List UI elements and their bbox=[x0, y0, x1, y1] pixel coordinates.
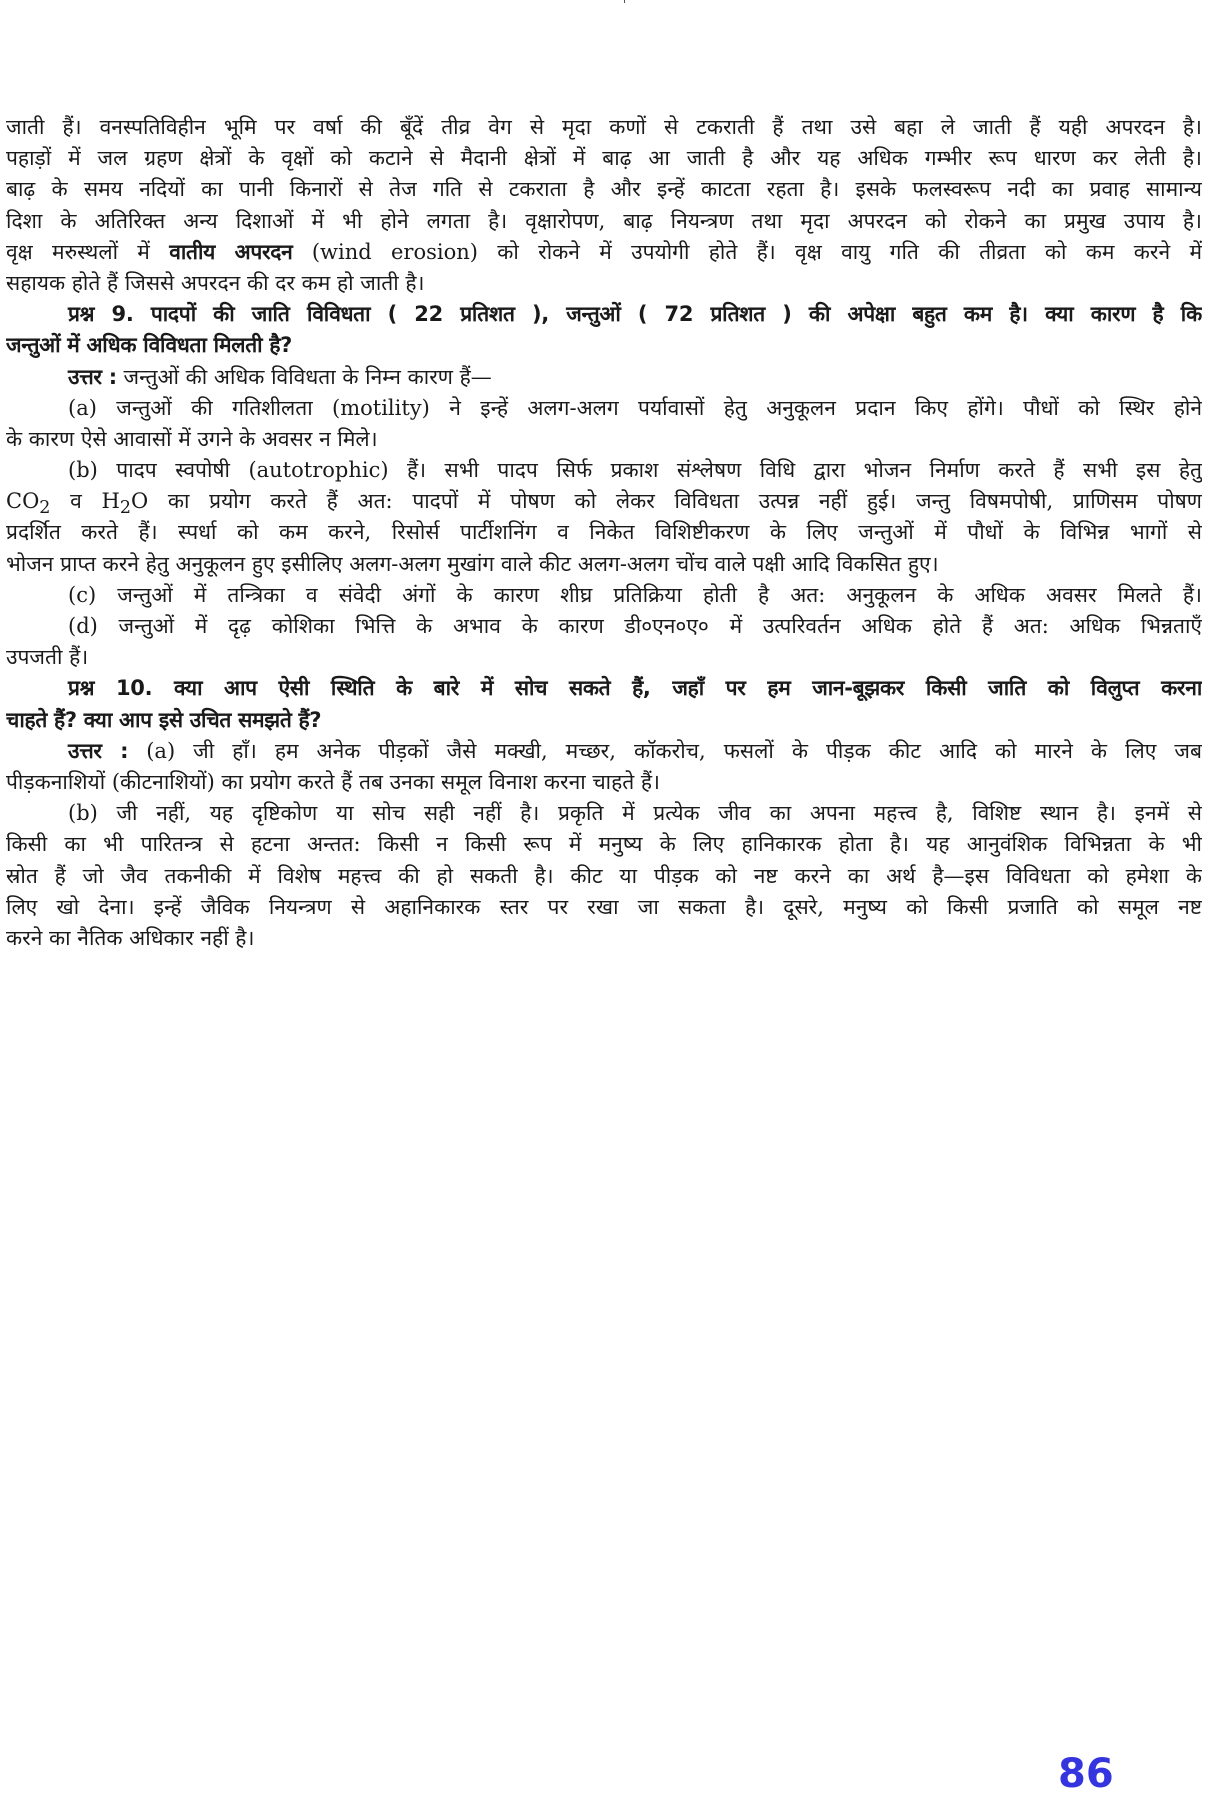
answer-point-a bbox=[6, 393, 1202, 455]
question-10 bbox=[6, 673, 1202, 954]
question-9 bbox=[6, 299, 1202, 673]
scan-mark bbox=[624, 0, 625, 3]
text-line: लिए खो देना। इन्हें जैविक नियन्त्रण से अहानिकारक स्तर पर रखा जा सकता है। दूसरे, मनुष्य को किसी प्रजाति को समूल नष्ट bbox=[6, 894, 1202, 919]
answer-label: उत्तर : bbox=[68, 364, 117, 389]
text-line: उपजती हैं। bbox=[6, 645, 89, 670]
subscript: 2 bbox=[119, 498, 131, 518]
question-text-line: जन्तुओं में अधिक विविधता मिलती है? bbox=[6, 333, 293, 358]
answer-point-b bbox=[6, 798, 1202, 954]
page-number: 86 bbox=[1058, 1751, 1114, 1797]
text-line bbox=[6, 486, 1202, 517]
answer-point-a bbox=[6, 736, 1202, 798]
text-line: (b) जी नहीं, यह दृष्टिकोण या सोच सही नहीं है। प्रकृति में प्रत्येक जीव का अपना महत्त्व है, विशिष्ट स्थान है। इनमें से bbox=[68, 801, 1202, 826]
text-line: सहायक होते हैं जिससे अपरदन की दर कम हो जाती है। bbox=[6, 270, 425, 295]
answer-point-c bbox=[6, 580, 1202, 611]
text-line: प्रदर्शित करते हैं। स्पर्धा को कम करने, रिसोर्स पार्टीशनिंग व निकेत विशिष्टीकरण के लिए जन्तुओं में पौधों के विभिन्न भागों से bbox=[6, 520, 1202, 545]
text-line: (a) जन्तुओं की गतिशीलता (motility) ने इन्हें अलग-अलग पर्यावासों हेतु अनुकूलन प्रदान किए होंगे। पौधों को स्थिर होने bbox=[68, 395, 1202, 420]
answer-intro bbox=[6, 362, 1202, 393]
question-text-line: चाहते हैं? क्या आप इसे उचित समझते हैं? bbox=[6, 707, 322, 732]
text-line bbox=[6, 736, 1202, 767]
answer-point-b bbox=[6, 455, 1202, 580]
text-line: बाढ़ के समय नदियों का पानी किनारों से तेज गति से टकराता है और इन्हें काटता रहता है। इसके फलस्वरूप नदी का प्रवाह सामान्य bbox=[6, 177, 1202, 202]
text-fragment: व H bbox=[50, 489, 120, 514]
text-line: (c) जन्तुओं में तन्त्रिका व संवेदी अंगों के कारण शीघ्र प्रतिक्रिया होती है अत: अनुकूलन के अधिक अवसर मिलते हैं। bbox=[68, 582, 1202, 607]
document-page bbox=[6, 112, 1202, 954]
answer-point-d bbox=[6, 611, 1202, 673]
question-text-line: प्रश्न 9. पादपों की जाति विविधता ( 22 प्रतिशत ), जन्तुओं ( 72 प्रतिशत ) की अपेक्षा बहुत कम है। क्या कारण है कि bbox=[68, 302, 1202, 327]
answer-intro-text: जन्तुओं की अधिक विविधता के निम्न कारण हैं— bbox=[116, 364, 492, 389]
intro-paragraph bbox=[6, 112, 1202, 299]
text-line: करने का नैतिक अधिकार नहीं है। bbox=[6, 925, 255, 950]
text-fragment: O का प्रयोग करते हैं अत: पादपों में पोषण को लेकर विविधता उत्पन्न नहीं हुई। जन्तु विषमपोषी, प्राणिसम पोषण bbox=[130, 489, 1202, 514]
answer-label: उत्तर : bbox=[68, 738, 129, 763]
text-line: के कारण ऐसे आवासों में उगने के अवसर न मिले। bbox=[6, 426, 378, 451]
text-line: पीड़कनाशियों (कीटनाशियों) का प्रयोग करते हैं तब उनका समूल विनाश करना चाहते हैं। bbox=[6, 769, 661, 794]
text-line: (d) जन्तुओं में दृढ़ कोशिका भित्ति के अभाव के कारण डी०एन०ए० में उत्परिवर्तन अधिक होते हैं अत: अधिक भिन्नताएँ bbox=[68, 614, 1202, 638]
text-fragment: (a) जी हाँ। हम अनेक पीड़कों जैसे मक्खी, मच्छर, कॉकरोच, फसलों के पीड़क कीट आदि को मारने के लिए जब bbox=[128, 738, 1202, 763]
text-line bbox=[6, 237, 1202, 268]
text-line: जाती हैं। वनस्पतिविहीन भूमि पर वर्षा की बूँदें तीव्र वेग से मृदा कणों से टकराती हैं तथा उसे बहा ले जाती हैं यही अपरदन है। bbox=[6, 115, 1202, 139]
text-line: किसी का भी पारितन्त्र से हटना अन्तत: किसी न किसी रूप में मनुष्य के लिए हानिकारक होता है। यह आनुवंशिक विभिन्नता के भी bbox=[6, 832, 1202, 857]
subscript: 2 bbox=[39, 498, 51, 518]
text-fragment: वृक्ष मरुस्थलों में bbox=[6, 239, 170, 264]
text-line: दिशा के अतिरिक्त अन्य दिशाओं में भी होने लगता है। वृक्षारोपण, बाढ़ नियन्त्रण तथा मृदा अपरदन को रोकने का प्रमुख उपाय है। bbox=[6, 208, 1202, 233]
text-line: (b) पादप स्वपोषी (autotrophic) हैं। सभी पादप सिर्फ प्रकाश संश्लेषण विधि द्वारा भोजन निर्माण करते हैं सभी इस हेतु bbox=[68, 458, 1202, 483]
text-line: स्रोत हैं जो जैव तकनीकी में विशेष महत्त्व की हो सकती है। कीट या पीड़क को नष्ट करने का अर्थ है—इस विविधता को हमेशा के bbox=[6, 863, 1202, 888]
chem-co2: CO bbox=[6, 489, 40, 514]
text-fragment: (wind erosion) को रोकने में उपयोगी होते हैं। वृक्ष वायु गति की तीव्रता को कम करने में bbox=[292, 239, 1202, 264]
text-line: पहाड़ों में जल ग्रहण क्षेत्रों के वृक्षों को कटाने से मैदानी क्षेत्रों में बाढ़ आ जाती है और यह अधिक गम्भीर रूप धारण कर लेती है। bbox=[6, 146, 1202, 171]
text-line: भोजन प्राप्त करने हेतु अनुकूलन हुए इसीलिए अलग-अलग मुखांग वाले कीट अलग-अलग चोंच वाले पक्षी आदि विकसित हुए। bbox=[6, 551, 939, 576]
bold-term: वातीय अपरदन bbox=[169, 239, 293, 264]
question-text-line: प्रश्न 10. क्या आप ऐसी स्थिति के बारे में सोच सकते हैं, जहाँ पर हम जान-बूझकर किसी जाति को विलुप्त करना bbox=[68, 676, 1202, 701]
